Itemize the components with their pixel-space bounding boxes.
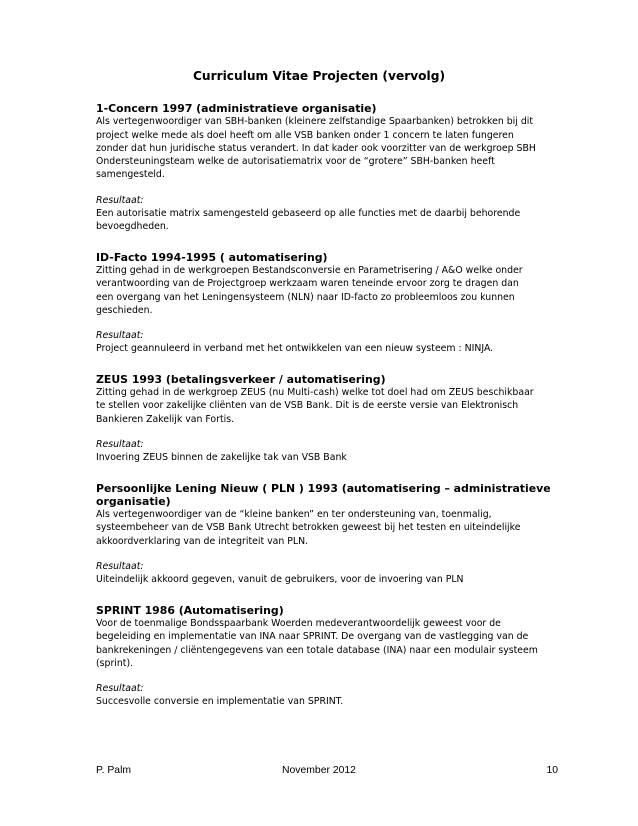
project-heading [96,373,551,386]
project-result [96,342,551,355]
project-heading [96,251,551,264]
result-label: Resultaat: [96,330,144,342]
project-heading-line: ID-Facto 1994-1995 ( automatisering) [96,250,328,264]
project-description [96,617,551,670]
result-label: Resultaat: [96,194,144,206]
footer-date: November 2012 [282,765,356,776]
footer-page-number: 10 [546,765,558,776]
project-section [96,102,551,234]
project-description-line: begeleiding en implementatie van INA naar SPRINT. De overgang van de vastlegging van de [96,631,529,643]
project-description-line: Bankieren Zakelijk van Fortis. [96,413,235,425]
paragraph-spacer [96,317,551,329]
project-description [96,264,551,317]
project-description-line: te stellen voor zakelijke cliënten van de VSB Bank. Dit is de eerste versie van Elektronisch [96,400,519,412]
project-description-line: Als vertegenwoordiger van de “kleine banken” en ter ondersteuning van, toenmalig, [96,509,492,521]
project-result-line: Een autorisatie matrix samengesteld gebaseerd op alle functies met de daarbij behorende [96,208,521,220]
project-description-line: akkoordverklaring van de integriteit van PLN. [96,535,309,547]
project-heading-line: 1-Concern 1997 (administratieve organisatie) [96,102,377,115]
result-label: Resultaat: [96,683,144,695]
project-description-line: Zitting gehad in de werkgroepen Bestandsconversie en Parametrisering / A&O welke onder [96,264,523,276]
project-description-line: geschieden. [96,304,153,316]
paragraph-spacer [96,426,551,438]
project-section [96,373,551,465]
project-section [96,604,551,709]
project-description-line: Voor de toenmalige Bondsspaarbank Woerden medeverantwoordelijk geweest voor de [96,617,501,629]
paragraph-spacer [96,548,551,560]
project-section [96,251,551,356]
cv-projects-body [96,102,551,726]
project-description-line: zonder dat hun juridische status verandert. In dat kader ook voorzitter van de werkgroep SBH [96,142,536,154]
project-heading [96,604,551,617]
project-result-line: Uiteindelijk akkoord gegeven, vanuit de gebruikers, voor de invoering van PLN [96,574,464,586]
project-description-line: Ondersteuningsteam welke de autorisatiematrix voor de “grotere” SBH-banken heeft [96,156,495,168]
result-label: Resultaat: [96,438,144,450]
project-result-line: Invoering ZEUS binnen de zakelijke tak van VSB Bank [96,452,347,464]
project-heading-line: organisatie) [96,494,171,508]
project-description-line: Als vertegenwoordiger van SBH-banken (kleinere zelfstandige Spaarbanken) betrokken bij dit [96,116,534,128]
project-heading [96,102,551,115]
project-description-line: Zitting gehad in de werkgroep ZEUS (nu Multi-cash) welke tot doel had om ZEUS beschikbaar [96,387,534,399]
project-heading-line: SPRINT 1986 (Automatisering) [96,603,284,617]
project-heading-line: ZEUS 1993 (betalingsverkeer / automatisering) [96,372,386,386]
project-description [96,386,551,426]
project-description-line: verantwoording van de Projectgroep werkzaam waren teneinde ervoor zorg te dragen dan [96,278,519,290]
project-heading-line: Persoonlijke Lening Nieuw ( PLN ) 1993 (automatisering – administratieve [96,481,551,495]
project-description-line: samengesteld. [96,169,165,181]
project-description-line: (sprint). [96,657,134,669]
project-heading [96,482,551,509]
project-result [96,451,551,464]
project-result-line: Succesvolle conversie en implementatie van SPRINT. [96,696,344,708]
project-result [96,207,551,234]
result-label: Resultaat: [96,561,144,573]
project-description [96,115,551,181]
page-title: Curriculum Vitae Projecten (vervolg) [192,69,446,83]
footer-author: P. Palm [96,765,132,776]
project-description-line: een overgang van het Leningensysteem (NLN) naar ID-facto zo probleemloos zou kunnen [96,291,515,303]
project-result-line: bevoegdheden. [96,221,169,233]
project-description-line: bankrekeningen / cliëntengegevens van een totale database (INA) naar een modulair systeem [96,644,538,656]
project-result-line: Project geannuleerd in verband met het ontwikkelen van een nieuw systeem : NINJA. [96,343,494,355]
paragraph-spacer [96,670,551,682]
project-description-line: project welke mede als doel heeft om alle VSB banken onder 1 concern te laten fungeren [96,129,514,141]
project-section [96,482,551,587]
project-result [96,695,551,708]
project-description-line: systeembeheer van de VSB Bank Utrecht betrokken geweest bij het testen en uiteindelijke [96,522,521,534]
paragraph-spacer [96,182,551,194]
project-result [96,573,551,586]
project-description [96,508,551,548]
